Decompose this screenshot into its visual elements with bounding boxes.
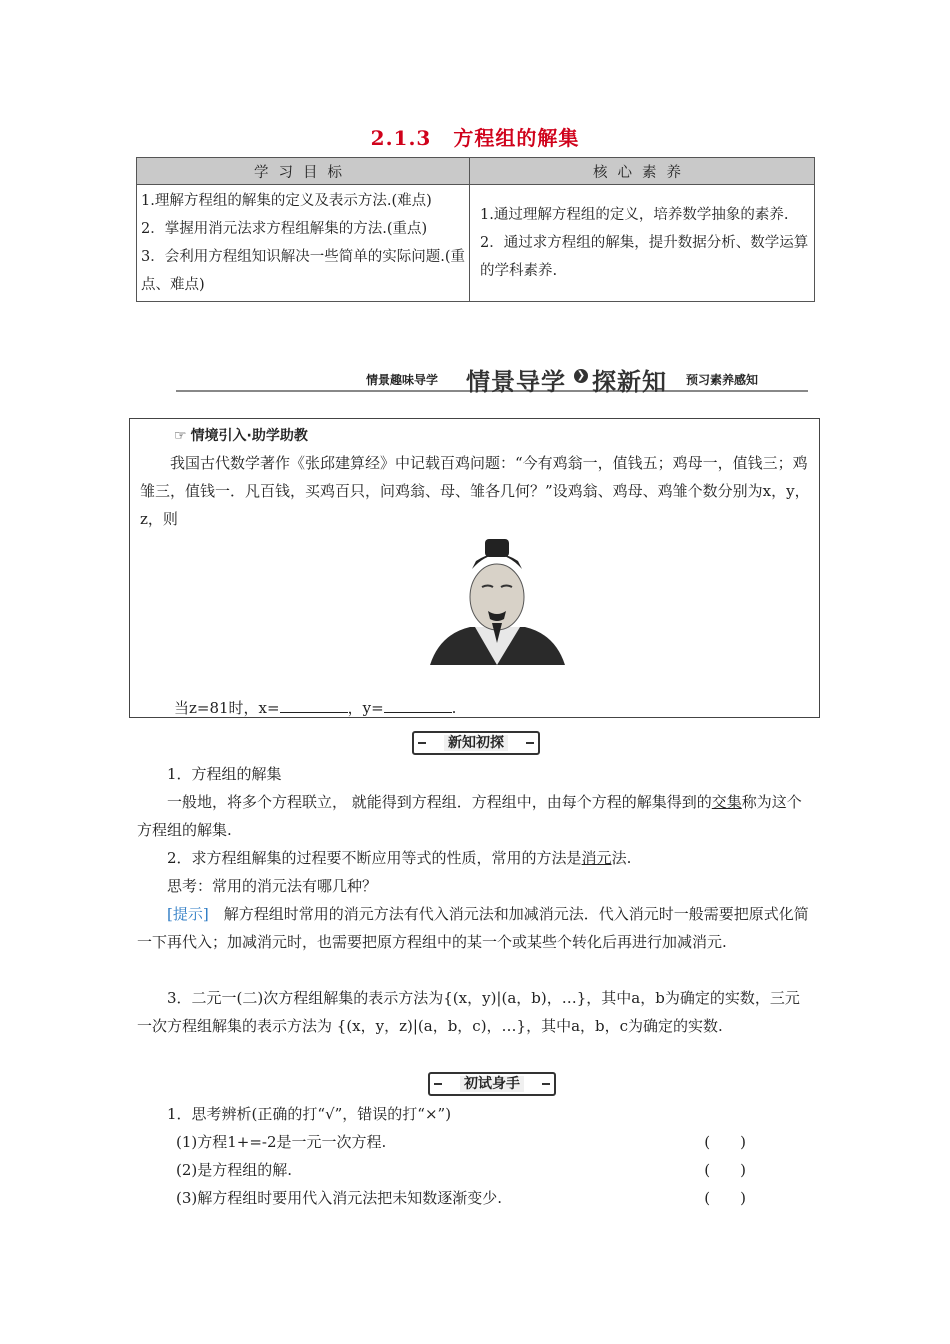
literacy-2: 2．通过求方程组的解集，提升数据分析、数学运算的学科素养. bbox=[480, 235, 809, 279]
scenario-heading: ☞ 情境引入·助学助教 bbox=[174, 428, 308, 444]
literacy-1: 1.通过理解方程组的定义，培养数学抽象的素养. bbox=[480, 207, 789, 223]
core-literacy-cell bbox=[470, 185, 815, 302]
answer-paren-3[interactable]: ( ) bbox=[704, 1189, 746, 1207]
header-core-literacy: 核心素养 bbox=[470, 158, 815, 185]
item2-body: 2．求方程组解集的过程要不断应用等式的性质，常用的方法是消元法. bbox=[167, 849, 632, 867]
exercise-item-2: (2)是方程组的解. ( ) bbox=[176, 1156, 756, 1184]
header-learning-goals: 学习目标 bbox=[137, 158, 470, 185]
chevron-right-icon: ❯ bbox=[574, 369, 588, 383]
section-number: 2.1.3 bbox=[370, 126, 432, 150]
pointing-hand-icon: ☞ bbox=[174, 428, 187, 444]
banner-right-caption: 预习素养感知 bbox=[686, 373, 759, 387]
answer-paren-2[interactable]: ( ) bbox=[704, 1161, 746, 1179]
goal-3: 3．会利用方程组知识解决一些简单的实际问题.(重点、难点) bbox=[141, 249, 465, 293]
answer-blank-y[interactable] bbox=[384, 699, 452, 713]
exercise-item-1: (1)方程1+=-2是一元一次方程. ( ) bbox=[176, 1128, 756, 1156]
tip-paragraph: [提示] 解方程组时常用的消元方法有代入消元法和加减消元法．代入消元时一般需要把原式化简一下再代入；加减消元时，也需要把原方程组中的某一个或某些个转化后再进行加减消元. bbox=[137, 905, 809, 951]
item3-body: 3．二元一(二)次方程组解集的表示方法为{(x，y)|(a，b)，…}，其中a，b为确定的实数，三元一次方程组解集的表示方法为 {(x，y，z)|(a，b，c)，…}，其中a，b，c为确定的实数. bbox=[137, 989, 800, 1035]
section-title: 方程组的解集 bbox=[453, 126, 580, 150]
answer-blank-x[interactable] bbox=[280, 699, 348, 713]
page-title bbox=[0, 122, 950, 151]
section-banner bbox=[176, 362, 808, 396]
goal-2: 2．掌握用消元法求方程组解集的方法.(重点) bbox=[141, 221, 428, 237]
item1-title: 1．方程组的解集 bbox=[167, 765, 282, 783]
scenario-text: 我国古代数学著作《张邱建算经》中记载百鸡问题：“今有鸡翁一，值钱五；鸡母一，值钱三；鸡雏三，值钱一．凡百钱，买鸡百只，问鸡翁、母、雏各几何？”设鸡翁、鸡母、鸡雏个数分别为x，y，z，则 bbox=[140, 454, 810, 528]
learning-goals-cell bbox=[137, 185, 470, 302]
exercise-title: 1．思考辨析(正确的打“√”，错误的打“×”) bbox=[167, 1105, 452, 1123]
scenario-question: 当z=81时，x= ，y= . bbox=[174, 699, 457, 717]
item1-body: 一般地，将多个方程联立， 就能得到方程组．方程组中，由每个方程的解集得到的交集称为这个方程组的解集. bbox=[137, 793, 802, 839]
tip-label: [提示] bbox=[167, 905, 209, 923]
portrait-image bbox=[430, 539, 565, 665]
keyword-elimination: 消元 bbox=[581, 849, 612, 867]
section-label-new-knowledge: 新知初探 bbox=[412, 731, 540, 755]
exercise-item-3: (3)解方程组时要用代入消元法把未知数逐渐变少. ( ) bbox=[176, 1184, 756, 1212]
banner-title-2: 探新知 bbox=[592, 368, 667, 396]
answer-paren-1[interactable]: ( ) bbox=[704, 1133, 746, 1151]
banner-title-1: 情景导学 bbox=[466, 368, 566, 396]
think-question: 思考：常用的消元法有哪几种？ bbox=[167, 877, 378, 895]
section-label-first-try: 初试身手 bbox=[428, 1072, 556, 1096]
objectives-table bbox=[136, 157, 815, 302]
banner-left-caption: 情景趣味导学 bbox=[366, 373, 439, 387]
goal-1: 1.理解方程组的解集的定义及表示方法.(难点) bbox=[141, 193, 432, 209]
keyword-intersection: 交集 bbox=[711, 793, 742, 811]
scenario-box bbox=[129, 418, 820, 718]
